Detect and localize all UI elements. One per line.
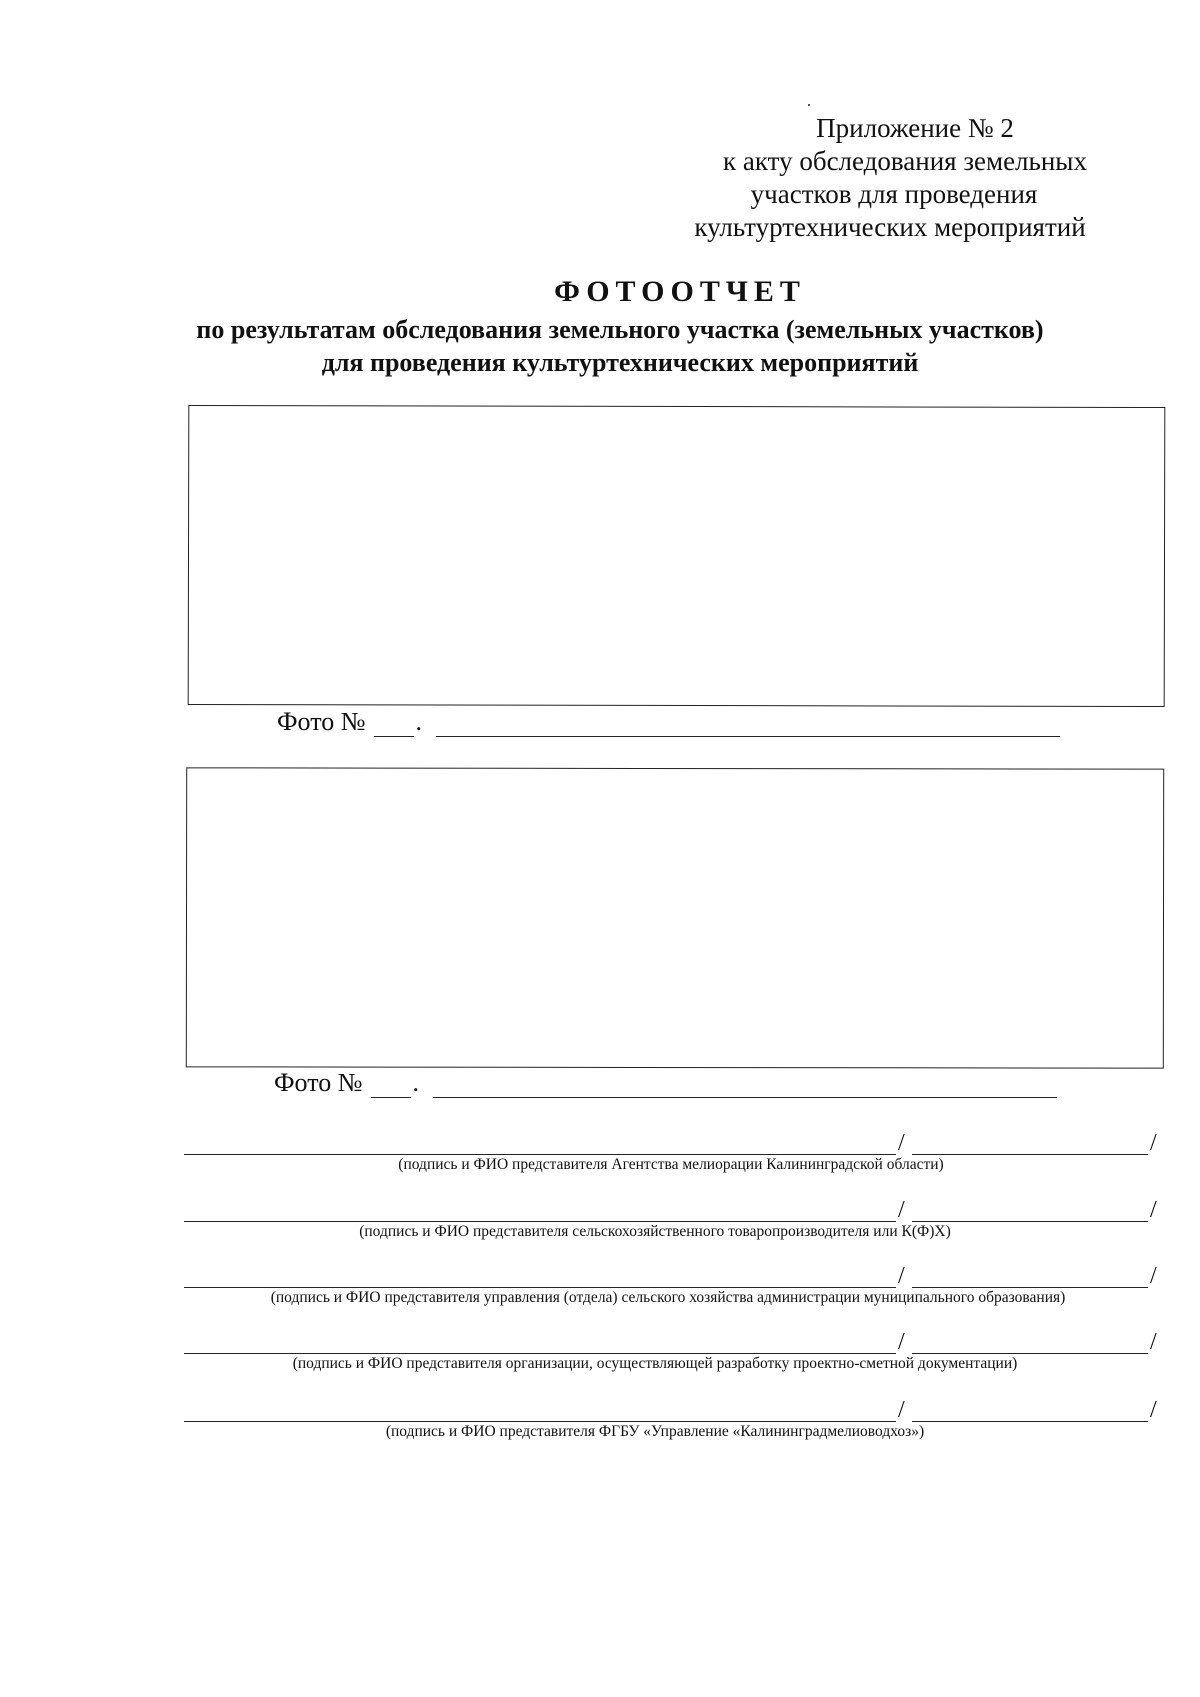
slash-separator: / — [1150, 1197, 1157, 1223]
signature-caption: (подпись и ФИО представителя ФГБУ «Управление «Калининградмелиоводхоз») — [385, 1423, 925, 1440]
signature-caption: (подпись и ФИО представителя сельскохозяйственного товаропроизводителя или К(Ф)Х) — [359, 1223, 951, 1240]
signature-row — [184, 1192, 1162, 1222]
appendix-line-4: культуртехнических мероприятий — [694, 212, 1086, 242]
photo-description-blank[interactable] — [436, 710, 1060, 737]
photo-description-blank[interactable] — [433, 1071, 1057, 1098]
slash-separator: / — [1150, 1329, 1157, 1355]
slash-separator: / — [1150, 1397, 1157, 1423]
signature-caption: (подпись и ФИО представителя организации, осуществляющей разработку проектно-сметной документации) — [292, 1355, 1018, 1372]
slash-separator: / — [898, 1197, 905, 1223]
signature-caption: (подпись и ФИО представителя управления (отдела) сельского хозяйства администрации муниципального образования) — [270, 1289, 1066, 1306]
photo-number-blank[interactable] — [371, 1071, 411, 1098]
photo-label: Фото № — [277, 707, 366, 736]
caption-period: . — [415, 707, 423, 736]
slash-separator: / — [1150, 1130, 1157, 1156]
appendix-line-3: участков для проведения — [750, 179, 1038, 209]
signature-block-agency — [184, 1125, 1162, 1175]
signature-block-producer — [184, 1192, 1162, 1242]
photo-caption-1 — [277, 707, 1060, 737]
photo-label: Фото № — [274, 1068, 363, 1097]
subtitle-line-1: по результатам обследования земельного участка (земельных участков) — [196, 315, 1044, 344]
appendix-line-1: Приложение № 2 — [816, 113, 1014, 143]
document-title: ФОТООТЧЕТ — [554, 275, 806, 308]
photo-caption-2 — [274, 1068, 1057, 1098]
slash-separator: / — [898, 1130, 905, 1156]
subtitle-line-2: для проведения культуртехнических мероприятий — [321, 348, 919, 377]
signature-row — [184, 1392, 1162, 1422]
slash-separator: / — [898, 1397, 905, 1423]
signature-block-design-org — [184, 1324, 1162, 1374]
slash-separator: / — [1150, 1263, 1157, 1289]
scan-speck — [808, 104, 810, 106]
signature-row — [184, 1324, 1162, 1354]
signature-row — [184, 1258, 1162, 1288]
appendix-header — [580, 112, 1140, 244]
photo-number-blank[interactable] — [374, 710, 414, 737]
caption-period: . — [412, 1068, 420, 1097]
slash-separator: / — [898, 1263, 905, 1289]
document-subtitle — [80, 313, 1160, 379]
appendix-line-2: к акту обследования земельных — [723, 146, 1087, 176]
signature-row — [184, 1125, 1162, 1155]
photo-frame-2 — [186, 767, 1164, 1068]
slash-separator: / — [898, 1329, 905, 1355]
signature-block-fgbu — [184, 1392, 1162, 1442]
signature-caption: (подпись и ФИО представителя Агентства мелиорации Калининградской области) — [398, 1156, 944, 1173]
signature-block-municipal — [184, 1258, 1162, 1308]
photo-frame-1 — [188, 405, 1166, 707]
